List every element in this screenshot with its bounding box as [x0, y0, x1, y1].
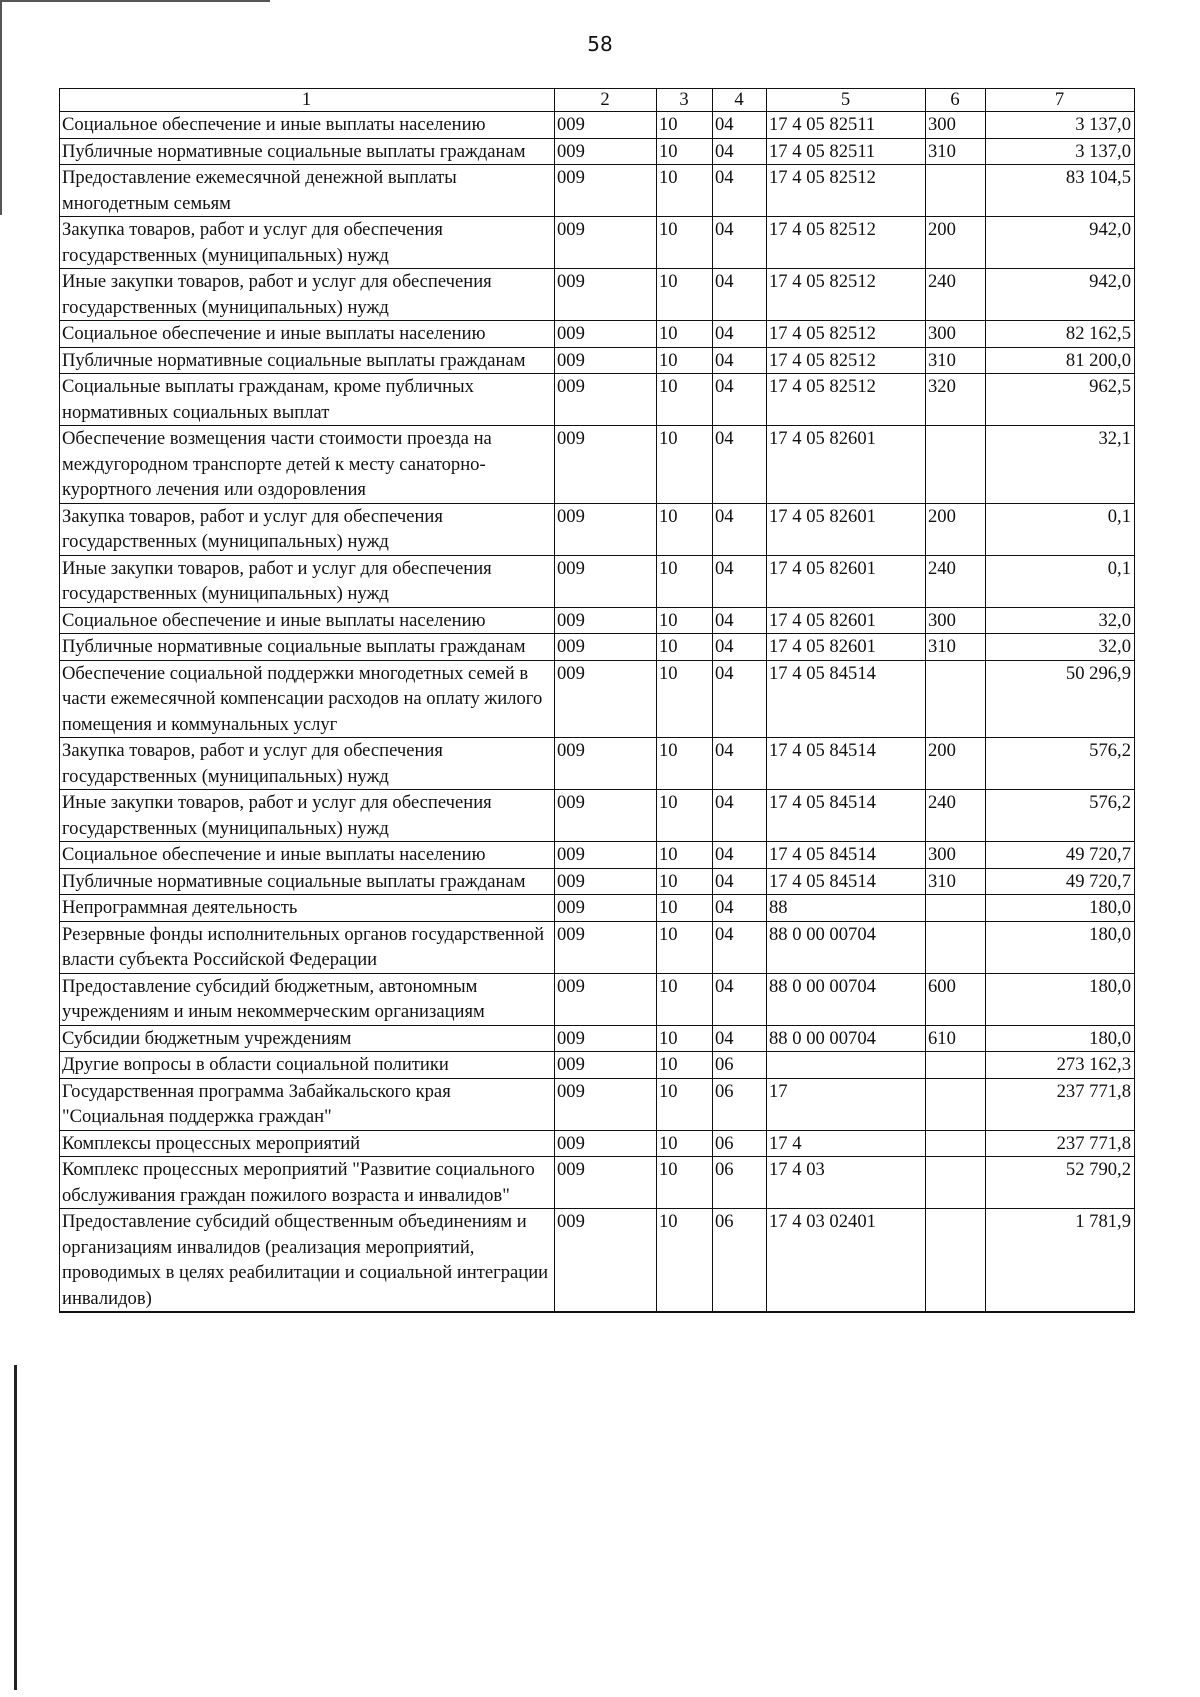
- row-name-cell: Публичные нормативные социальные выплаты гражданам: [60, 868, 555, 895]
- target-article-cell: 17 4 05 84514: [767, 738, 926, 790]
- amount-cell: 81 200,0: [986, 347, 1135, 374]
- target-article-cell: 17 4 05 82512: [767, 165, 926, 217]
- row-name-cell: Комплекс процессных мероприятий "Развитие социального обслуживания граждан пожилого возраста и инвалидов": [60, 1157, 555, 1209]
- amount-cell: 180,0: [986, 1025, 1135, 1052]
- section-code-cell: 10: [657, 1078, 713, 1130]
- row-name-cell: Непрограммная деятельность: [60, 895, 555, 922]
- subsection-code-cell: 04: [713, 269, 767, 321]
- expense-type-cell: 200: [926, 217, 986, 269]
- expense-type-cell: 200: [926, 503, 986, 555]
- table-body: [60, 112, 1135, 1313]
- section-code-cell: 10: [657, 868, 713, 895]
- expense-type-cell: [926, 1078, 986, 1130]
- subsection-code-cell: 06: [713, 1052, 767, 1079]
- amount-cell: 49 720,7: [986, 868, 1135, 895]
- subsection-code-cell: 04: [713, 217, 767, 269]
- section-code-cell: 10: [657, 921, 713, 973]
- row-name-cell: Социальное обеспечение и иные выплаты населению: [60, 842, 555, 869]
- expense-type-cell: 310: [926, 868, 986, 895]
- expense-type-cell: 200: [926, 738, 986, 790]
- column-header: 2: [555, 89, 657, 112]
- table-row: [60, 921, 1135, 973]
- target-article-cell: 88 0 00 00704: [767, 973, 926, 1025]
- target-article-cell: 17 4 05 82512: [767, 269, 926, 321]
- row-name-cell: Предоставление ежемесячной денежной выплаты многодетным семьям: [60, 165, 555, 217]
- subsection-code-cell: 04: [713, 973, 767, 1025]
- amount-cell: 1 781,9: [986, 1209, 1135, 1313]
- subsection-code-cell: 04: [713, 374, 767, 426]
- ved-code-cell: 009: [555, 1157, 657, 1209]
- table-row: [60, 138, 1135, 165]
- target-article-cell: 17 4 05 84514: [767, 660, 926, 738]
- target-article-cell: 17 4 03: [767, 1157, 926, 1209]
- expense-type-cell: [926, 660, 986, 738]
- row-name-cell: Закупка товаров, работ и услуг для обеспечения государственных (муниципальных) нужд: [60, 738, 555, 790]
- subsection-code-cell: 04: [713, 921, 767, 973]
- row-name-cell: Другие вопросы в области социальной политики: [60, 1052, 555, 1079]
- column-header: 1: [60, 89, 555, 112]
- table-row: [60, 790, 1135, 842]
- amount-cell: 32,0: [986, 634, 1135, 661]
- expense-type-cell: [926, 1052, 986, 1079]
- table-row: [60, 660, 1135, 738]
- row-name-cell: Закупка товаров, работ и услуг для обеспечения государственных (муниципальных) нужд: [60, 217, 555, 269]
- row-name-cell: Государственная программа Забайкальского края "Социальная поддержка граждан": [60, 1078, 555, 1130]
- amount-cell: 83 104,5: [986, 165, 1135, 217]
- table-row: [60, 374, 1135, 426]
- section-code-cell: 10: [657, 1130, 713, 1157]
- table-row: [60, 217, 1135, 269]
- expense-type-cell: 300: [926, 842, 986, 869]
- section-code-cell: 10: [657, 660, 713, 738]
- expense-type-cell: [926, 426, 986, 504]
- ved-code-cell: 009: [555, 895, 657, 922]
- ved-code-cell: 009: [555, 1130, 657, 1157]
- amount-cell: 52 790,2: [986, 1157, 1135, 1209]
- amount-cell: 273 162,3: [986, 1052, 1135, 1079]
- expense-type-cell: 600: [926, 973, 986, 1025]
- ved-code-cell: 009: [555, 1025, 657, 1052]
- target-article-cell: 17 4 05 82512: [767, 347, 926, 374]
- subsection-code-cell: 06: [713, 1130, 767, 1157]
- expense-type-cell: [926, 1209, 986, 1313]
- scan-edge-left-lower: [14, 1365, 17, 1690]
- ved-code-cell: 009: [555, 1078, 657, 1130]
- row-name-cell: Публичные нормативные социальные выплаты гражданам: [60, 138, 555, 165]
- amount-cell: 50 296,9: [986, 660, 1135, 738]
- subsection-code-cell: 04: [713, 555, 767, 607]
- target-article-cell: 17 4 05 82601: [767, 555, 926, 607]
- ved-code-cell: 009: [555, 555, 657, 607]
- expense-type-cell: [926, 895, 986, 922]
- section-code-cell: 10: [657, 895, 713, 922]
- table-row: [60, 1025, 1135, 1052]
- ved-code-cell: 009: [555, 842, 657, 869]
- expense-type-cell: 310: [926, 634, 986, 661]
- column-header: 6: [926, 89, 986, 112]
- table-row: [60, 1130, 1135, 1157]
- ved-code-cell: 009: [555, 921, 657, 973]
- section-code-cell: 10: [657, 138, 713, 165]
- table-row: [60, 868, 1135, 895]
- row-name-cell: Резервные фонды исполнительных органов государственной власти субъекта Российской Федерации: [60, 921, 555, 973]
- amount-cell: 180,0: [986, 921, 1135, 973]
- amount-cell: 3 137,0: [986, 138, 1135, 165]
- target-article-cell: 17 4: [767, 1130, 926, 1157]
- ved-code-cell: 009: [555, 607, 657, 634]
- row-name-cell: Иные закупки товаров, работ и услуг для обеспечения государственных (муниципальных) нужд: [60, 790, 555, 842]
- target-article-cell: 17 4 05 82512: [767, 217, 926, 269]
- amount-cell: 576,2: [986, 738, 1135, 790]
- subsection-code-cell: 04: [713, 503, 767, 555]
- table-row: [60, 1209, 1135, 1313]
- ved-code-cell: 009: [555, 374, 657, 426]
- ved-code-cell: 009: [555, 138, 657, 165]
- expense-type-cell: 320: [926, 374, 986, 426]
- amount-cell: 0,1: [986, 503, 1135, 555]
- target-article-cell: 17 4 05 82511: [767, 112, 926, 139]
- table-row: [60, 112, 1135, 139]
- page-number: 58: [587, 32, 613, 56]
- subsection-code-cell: 04: [713, 868, 767, 895]
- amount-cell: 82 162,5: [986, 321, 1135, 348]
- table-row: [60, 555, 1135, 607]
- ved-code-cell: 009: [555, 1209, 657, 1313]
- section-code-cell: 10: [657, 607, 713, 634]
- subsection-code-cell: 04: [713, 347, 767, 374]
- section-code-cell: 10: [657, 1025, 713, 1052]
- table-row: [60, 607, 1135, 634]
- ved-code-cell: 009: [555, 426, 657, 504]
- table-row: [60, 1078, 1135, 1130]
- subsection-code-cell: 04: [713, 895, 767, 922]
- section-code-cell: 10: [657, 1157, 713, 1209]
- amount-cell: 576,2: [986, 790, 1135, 842]
- section-code-cell: 10: [657, 790, 713, 842]
- row-name-cell: Комплексы процессных мероприятий: [60, 1130, 555, 1157]
- ved-code-cell: 009: [555, 973, 657, 1025]
- target-article-cell: 17 4 05 84514: [767, 842, 926, 869]
- ved-code-cell: 009: [555, 738, 657, 790]
- ved-code-cell: 009: [555, 868, 657, 895]
- table-row: [60, 503, 1135, 555]
- table-row: [60, 634, 1135, 661]
- section-code-cell: 10: [657, 347, 713, 374]
- section-code-cell: 10: [657, 374, 713, 426]
- table-row: [60, 895, 1135, 922]
- amount-cell: 942,0: [986, 217, 1135, 269]
- subsection-code-cell: 04: [713, 1025, 767, 1052]
- target-article-cell: 88: [767, 895, 926, 922]
- subsection-code-cell: 04: [713, 660, 767, 738]
- subsection-code-cell: 06: [713, 1078, 767, 1130]
- section-code-cell: 10: [657, 1209, 713, 1313]
- row-name-cell: Иные закупки товаров, работ и услуг для обеспечения государственных (муниципальных) нужд: [60, 555, 555, 607]
- amount-cell: 942,0: [986, 269, 1135, 321]
- amount-cell: 237 771,8: [986, 1130, 1135, 1157]
- target-article-cell: 17 4 05 82601: [767, 634, 926, 661]
- table-row: [60, 321, 1135, 348]
- expense-type-cell: 300: [926, 321, 986, 348]
- column-header: 7: [986, 89, 1135, 112]
- column-header: 4: [713, 89, 767, 112]
- expense-type-cell: [926, 1130, 986, 1157]
- section-code-cell: 10: [657, 165, 713, 217]
- section-code-cell: 10: [657, 112, 713, 139]
- scan-edge-top: [0, 0, 270, 2]
- budget-table: [59, 88, 1135, 1313]
- row-name-cell: Публичные нормативные социальные выплаты гражданам: [60, 634, 555, 661]
- subsection-code-cell: 04: [713, 607, 767, 634]
- target-article-cell: 17 4 05 82601: [767, 607, 926, 634]
- section-code-cell: 10: [657, 973, 713, 1025]
- amount-cell: 32,1: [986, 426, 1135, 504]
- table-row: [60, 165, 1135, 217]
- target-article-cell: 88 0 00 00704: [767, 1025, 926, 1052]
- subsection-code-cell: 04: [713, 842, 767, 869]
- amount-cell: 962,5: [986, 374, 1135, 426]
- row-name-cell: Социальное обеспечение и иные выплаты населению: [60, 321, 555, 348]
- section-code-cell: 10: [657, 1052, 713, 1079]
- table-row: [60, 738, 1135, 790]
- amount-cell: 180,0: [986, 895, 1135, 922]
- row-name-cell: Публичные нормативные социальные выплаты гражданам: [60, 347, 555, 374]
- expense-type-cell: 310: [926, 347, 986, 374]
- target-article-cell: 17: [767, 1078, 926, 1130]
- section-code-cell: 10: [657, 842, 713, 869]
- amount-cell: 0,1: [986, 555, 1135, 607]
- table-row: [60, 842, 1135, 869]
- subsection-code-cell: 04: [713, 738, 767, 790]
- subsection-code-cell: 04: [713, 321, 767, 348]
- section-code-cell: 10: [657, 555, 713, 607]
- target-article-cell: 17 4 05 82601: [767, 503, 926, 555]
- table-row: [60, 269, 1135, 321]
- subsection-code-cell: 04: [713, 112, 767, 139]
- row-name-cell: Социальное обеспечение и иные выплаты населению: [60, 607, 555, 634]
- amount-cell: 32,0: [986, 607, 1135, 634]
- section-code-cell: 10: [657, 321, 713, 348]
- row-name-cell: Социальное обеспечение и иные выплаты населению: [60, 112, 555, 139]
- expense-type-cell: [926, 1157, 986, 1209]
- expense-type-cell: [926, 921, 986, 973]
- expense-type-cell: 240: [926, 790, 986, 842]
- target-article-cell: 17 4 05 84514: [767, 790, 926, 842]
- target-article-cell: 17 4 05 82601: [767, 426, 926, 504]
- ved-code-cell: 009: [555, 321, 657, 348]
- subsection-code-cell: 04: [713, 138, 767, 165]
- section-code-cell: 10: [657, 426, 713, 504]
- target-article-cell: 17 4 03 02401: [767, 1209, 926, 1313]
- expense-type-cell: 240: [926, 269, 986, 321]
- section-code-cell: 10: [657, 738, 713, 790]
- table-row: [60, 426, 1135, 504]
- section-code-cell: 10: [657, 269, 713, 321]
- ved-code-cell: 009: [555, 503, 657, 555]
- amount-cell: 237 771,8: [986, 1078, 1135, 1130]
- target-article-cell: 17 4 05 82512: [767, 374, 926, 426]
- row-name-cell: Субсидии бюджетным учреждениям: [60, 1025, 555, 1052]
- row-name-cell: Обеспечение возмещения части стоимости проезда на междугородном транспорте детей к месту санаторно-курортного лечения или оздоровления: [60, 426, 555, 504]
- column-header: 3: [657, 89, 713, 112]
- expense-type-cell: 610: [926, 1025, 986, 1052]
- row-name-cell: Обеспечение социальной поддержки многодетных семей в части ежемесячной компенсации расходов на оплату жилого помещения и коммунальных услуг: [60, 660, 555, 738]
- target-article-cell: 88 0 00 00704: [767, 921, 926, 973]
- ved-code-cell: 009: [555, 790, 657, 842]
- row-name-cell: Предоставление субсидий общественным объединениям и организациям инвалидов (реализация мероприятий, проводимых в целях реабилитации и социальной интеграции инвалидов): [60, 1209, 555, 1313]
- ved-code-cell: 009: [555, 660, 657, 738]
- table-row: [60, 1157, 1135, 1209]
- column-header: 5: [767, 89, 926, 112]
- row-name-cell: Предоставление субсидий бюджетным, автономным учреждениям и иным некоммерческим организациям: [60, 973, 555, 1025]
- table-row: [60, 347, 1135, 374]
- table-row: [60, 973, 1135, 1025]
- target-article-cell: 17 4 05 84514: [767, 868, 926, 895]
- section-code-cell: 10: [657, 634, 713, 661]
- header-row: [60, 89, 1135, 112]
- table-row: [60, 1052, 1135, 1079]
- subsection-code-cell: 04: [713, 790, 767, 842]
- subsection-code-cell: 04: [713, 426, 767, 504]
- section-code-cell: 10: [657, 503, 713, 555]
- ved-code-cell: 009: [555, 1052, 657, 1079]
- target-article-cell: 17 4 05 82512: [767, 321, 926, 348]
- expense-type-cell: 240: [926, 555, 986, 607]
- expense-type-cell: 310: [926, 138, 986, 165]
- section-code-cell: 10: [657, 217, 713, 269]
- subsection-code-cell: 04: [713, 634, 767, 661]
- row-name-cell: Социальные выплаты гражданам, кроме публичных нормативных социальных выплат: [60, 374, 555, 426]
- target-article-cell: 17 4 05 82511: [767, 138, 926, 165]
- subsection-code-cell: 04: [713, 165, 767, 217]
- expense-type-cell: 300: [926, 607, 986, 634]
- amount-cell: 49 720,7: [986, 842, 1135, 869]
- ved-code-cell: 009: [555, 269, 657, 321]
- row-name-cell: Иные закупки товаров, работ и услуг для обеспечения государственных (муниципальных) нужд: [60, 269, 555, 321]
- amount-cell: 180,0: [986, 973, 1135, 1025]
- target-article-cell: [767, 1052, 926, 1079]
- ved-code-cell: 009: [555, 217, 657, 269]
- amount-cell: 3 137,0: [986, 112, 1135, 139]
- expense-type-cell: [926, 165, 986, 217]
- ved-code-cell: 009: [555, 112, 657, 139]
- ved-code-cell: 009: [555, 634, 657, 661]
- subsection-code-cell: 06: [713, 1157, 767, 1209]
- expense-type-cell: 300: [926, 112, 986, 139]
- ved-code-cell: 009: [555, 347, 657, 374]
- row-name-cell: Закупка товаров, работ и услуг для обеспечения государственных (муниципальных) нужд: [60, 503, 555, 555]
- ved-code-cell: 009: [555, 165, 657, 217]
- subsection-code-cell: 06: [713, 1209, 767, 1313]
